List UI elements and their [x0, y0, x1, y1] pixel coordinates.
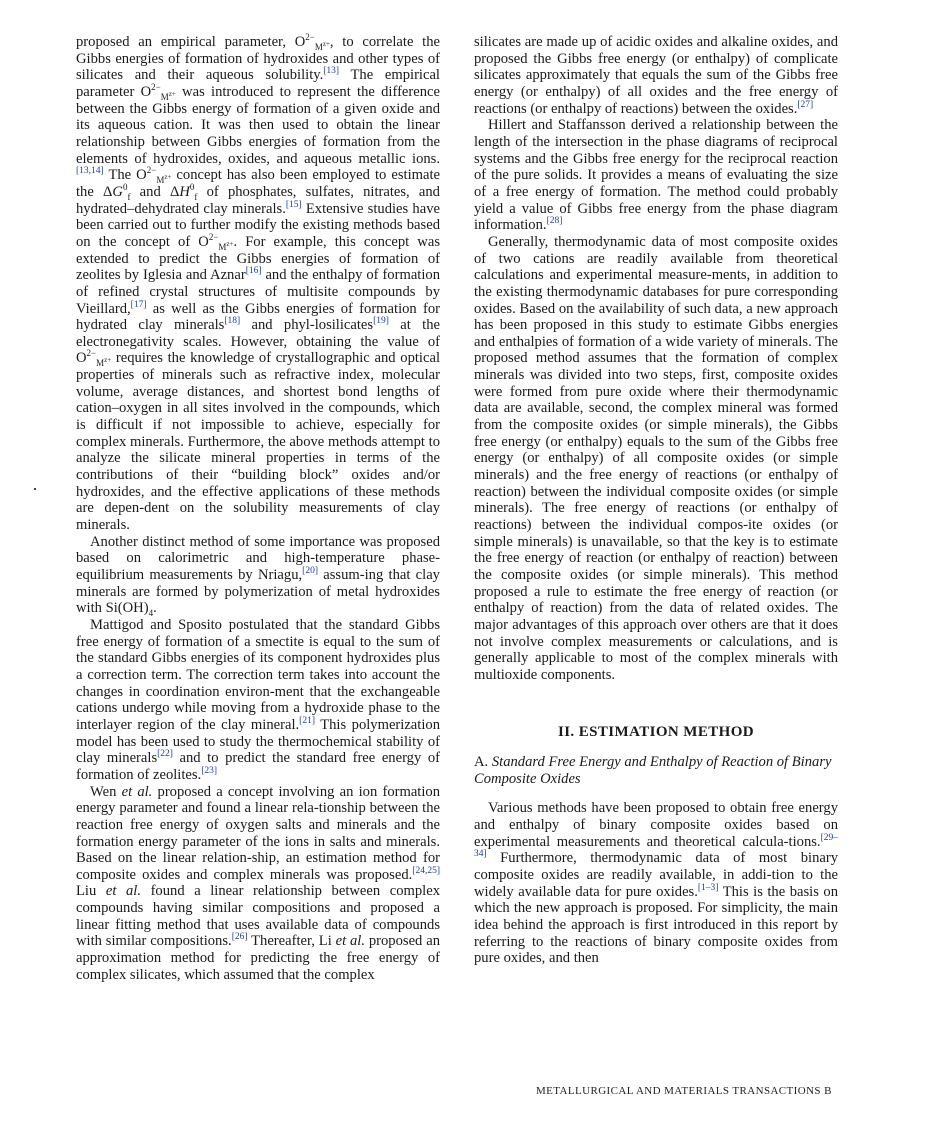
citation-link[interactable]: [26]: [231, 932, 248, 943]
paragraph: silicates are made up of acidic oxides and alkaline oxides, and proposed the Gibbs free energy (or enthalpy) of complicate silicates approximately that equals the sum of the Gibbs free energy (or enthalpy) of all oxides and the free energy of reactions (or enthalpy of reactions) between the oxides.[27]: [474, 34, 838, 117]
paragraph: Mattigod and Sposito postulated that the standard Gibbs free energy of formation of a smectite is equal to the sum of the standard Gibbs energies of its component hydroxides plus a correction term. The correction term takes into account the changes in coordination environ-ment that the exchangeable cations undergo while moving from a hydroxide phase to the interlayer region of the clay mineral.[21] This polymerization model has been used to study the thermochemical stability of clay minerals[22] and to predict the standard free energy of formation of zeolites.[23]: [76, 616, 440, 783]
citation-link[interactable]: [28]: [546, 216, 563, 227]
citation-link[interactable]: [27]: [797, 99, 814, 110]
paragraph: proposed an empirical parameter, $O^{2-}_{M^{z+}}$, to correlate the Gibbs energies of formation of hydroxides and other types of silicates and their aqueous solubility.[13] The empirical parameter $O^{2-}_{M^{z+}}$ was introduced to represent the difference between the Gibbs energy of formation of a given oxide and its aqueous cation. It was then used to obtain the linear relationship between Gibbs energies of formation from the elements of hydroxides, oxides, and aqueous metallic ions.[13,14] The $O^{2-}_{M^{z+}}$ concept has also been employed to estimate the $\Delta G^0_f$ and $\Delta H^0_f$ of phosphates, sulfates, nitrates, and hydrated–dehydrated clay minerals.[15] Extensive studies have been carried out to further modify the existing methods based on the concept of $O^{2-}_{M^{z+}}$. For example, this concept was extended to predict the Gibbs energies of formation of zeolites by Iglesia and Aznar[16] and the enthalpy of formation of refined crystal structures of multisite compounds by Vieillard,[17] as well as the Gibbs energies of formation for hydrated clay minerals[18] and phyl-losilicates[19] at the electronegativity scales. However, obtaining the value of $O^{2-}_{M^{z+}}$ requires the knowledge of crystallographic and optical properties of minerals such as refractive index, molecular volume, average distances, and shortest bond lengths of cation–oxygen in all sites involved in the compounds, which is difficult if not impossible to achieve, especially for complex minerals. Furthermore, the above methods attempt to analyze the silicate mineral properties in terms of the contributions of their “building block” oxides and/or hydroxides, and the effective applications of these methods are depen-dent on the solubility measurements of clay minerals.: [76, 32, 441, 534]
paragraph: Hillert and Staffansson derived a relationship between the length of the intersection in the phase diagrams of reciprocal systems and the Gibbs free energy for the reciprocal reaction of the pure solids. It provides a means of evaluating the size of a free energy of formation. The method could probably yield a value of Gibbs free energy from the phase diagram information.[28]: [474, 117, 838, 234]
section-heading: II. ESTIMATION METHOD: [557, 723, 755, 740]
citation-link[interactable]: [1–3]: [697, 882, 719, 893]
citation-link[interactable]: [16]: [245, 266, 262, 277]
right-column: [474, 34, 838, 967]
left-column: [76, 34, 440, 983]
citation-link[interactable]: [13]: [323, 66, 340, 77]
citation-link[interactable]: [22]: [157, 749, 173, 760]
citation-link[interactable]: [20]: [302, 566, 318, 577]
citation-link[interactable]: [18]: [224, 316, 241, 327]
paragraph: Various methods have been proposed to obtain free energy and enthalpy of binary composite oxides based on experimental measurements and theoretical calcula-tions.[29–34] Furthermore, thermodynamic data of most binary composite oxides are readily available, in addi-tion to the widely available data for pure oxides.[1–3] This is the basis on which the new approach is proposed. For simplicity, the main idea behind the approach is first introduced in this report by referring to the reactions of binary composite oxides from pure oxides, and then: [474, 800, 838, 967]
citation-link[interactable]: [29–34]: [474, 832, 838, 860]
citation-link[interactable]: [24,25]: [412, 865, 440, 876]
symbol-o-mz: $^{2-}_{M^{z+}}$: [305, 32, 330, 52]
citation-link[interactable]: [15]: [285, 199, 302, 210]
paragraph: Generally, thermodynamic data of most composite oxides of two cations are readily available from theoretical calculations and experimental measure-ments, in addition to the existing thermodynamic databases for pure corresponding oxides. Based on the availability of such data, a new approach has been proposed in this study to estimate Gibbs energies and enthalpies of formation of a wide variety of minerals. The proposed method assumes that the formation of complex minerals was divided into two steps, first, composite oxides were formed from pure oxide where their thermodynamic data are available, second, the complex mineral was formed from the composite oxides (or simple minerals), the Gibbs free energy (or enthalpy) equals to the sum of the Gibbs free energy (or enthalpy) of all composite oxides (or simple minerals) and the free energy of reactions (or enthalpy of reaction) between the individual composite oxides (or simple minerals). The free energy of reactions (or enthalpy of reactions) between the individual compos-ite oxides (or simple minerals) is unavailable, so that the key is to estimate the free energy of reaction (or enthalpy of reaction) between the composite oxides (or simple minerals). This method proposed a rule to estimate the free energy of reaction (or enthalpy of reaction) from the data of related oxides. The major advantages of this approach over others are that it does not involve complex measurements or calculations, and is generally applicable to most of the complex minerals with multioxide components.: [474, 233, 838, 683]
citation-link[interactable]: [13,14]: [76, 166, 104, 177]
citation-link[interactable]: [19]: [373, 316, 389, 327]
citation-link[interactable]: [17]: [130, 299, 147, 310]
paragraph: Wen et al. proposed a concept involving an ion formation energy parameter and found a linear rela-tionship between the reaction free energy of oxygen salts and minerals and the formation energy parameter of the ions in salts and minerals. Based on the linear relation-ship, an estimation method for composite oxides and complex minerals was proposed.[24,25] Liu et al. found a linear relationship between complex compounds having similar compositions and proposed a linear fitting method that uses available data of compounds with similar compositions.[26] Thereafter, Li et al. proposed an approximation method for predicting the free energy of complex silicates, which assumed that the complex: [76, 783, 441, 983]
journal-footer: METALLURGICAL AND MATERIALS TRANSACTIONS B: [536, 1085, 832, 1097]
margin-mark: [34, 488, 36, 490]
paragraph: Another distinct method of some importance was proposed based on calorimetric and high-temperature phase-equilibrium measurements by Nriagu,[20] assum-ing that clay minerals are formed by polymerization of metal hydroxides with $Si(OH)_4$.: [76, 533, 440, 619]
citation-link[interactable]: [21]: [299, 716, 315, 727]
subsection-heading: A. Standard Free Energy and Enthalpy of Reaction of Binary Composite Oxides: [474, 754, 832, 788]
citation-link[interactable]: [23]: [201, 766, 218, 777]
